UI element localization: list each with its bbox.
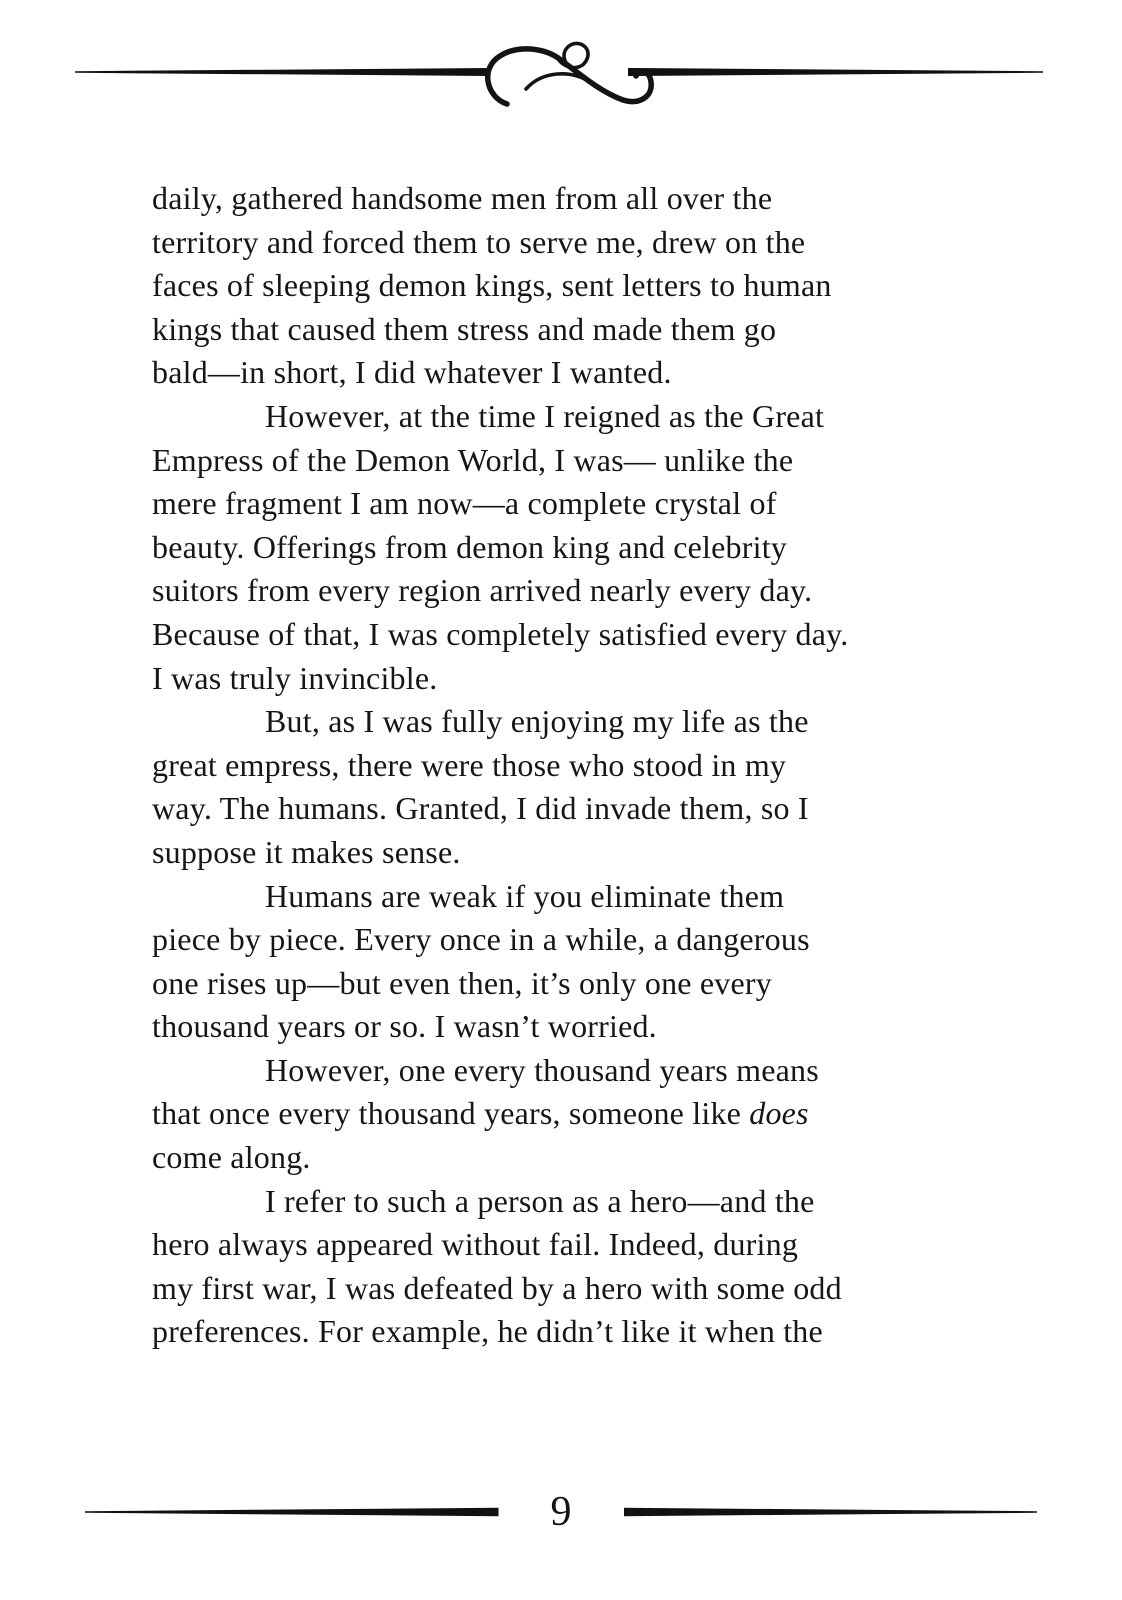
text-line [152, 831, 992, 875]
text-segment: daily, gathered handsome men from all over the [152, 180, 773, 216]
paragraph [152, 395, 992, 700]
text-segment: Because of that, I was completely satisfied every day. [152, 615, 849, 652]
footer-rule-left [85, 1507, 499, 1517]
text-segment: suitors from every region arrived nearly every day. [152, 572, 813, 609]
text-segment: my first war, I was defeated by a hero with some odd [152, 1269, 842, 1306]
text-line [152, 1267, 992, 1311]
text-block [152, 177, 992, 1354]
text-line [152, 962, 992, 1006]
paragraph [152, 875, 992, 1049]
text-segment: Humans are weak if you eliminate them [265, 877, 785, 914]
text-segment: I refer to such a person as a hero—and the [265, 1182, 815, 1219]
text-line [152, 875, 992, 919]
text-segment: great empress, there were those who stood in my [152, 746, 787, 783]
header-rule-left [75, 68, 490, 76]
text-segment: territory and forced them to serve me, drew on the [152, 223, 806, 260]
paragraph [152, 700, 992, 874]
text-segment: bald—in short, I did whatever I wanted. [152, 354, 672, 391]
text-segment: come along. [152, 1139, 311, 1176]
flourish-icon [488, 43, 651, 104]
text-line [152, 1223, 992, 1267]
header-divider [0, 0, 1122, 140]
text-line [152, 700, 992, 744]
text-line [152, 1005, 992, 1049]
paragraph [152, 1180, 992, 1354]
text-segment: thousand years or so. I wasn’t worried. [152, 1008, 657, 1045]
text-line [152, 657, 992, 701]
text-line [152, 1092, 992, 1136]
text-segment: one rises up—but even then, it’s only one every [152, 964, 772, 1001]
text-line [152, 439, 992, 483]
text-line [152, 1310, 992, 1354]
text-segment: that once every thousand years, someone like [152, 1095, 750, 1132]
text-segment: Empress of the Demon World, I was— unlike the [152, 441, 794, 478]
text-line [152, 482, 992, 526]
text-segment: However, at the time I reigned as the Great [265, 397, 825, 434]
text-segment: preferences. For example, he didn’t like it when the [152, 1313, 823, 1350]
text-segment: beauty. Offerings from demon king and celebrity [152, 528, 787, 565]
text-line [152, 395, 992, 439]
text-segment: piece by piece. Every once in a while, a dangerous [152, 921, 810, 958]
text-line [152, 308, 992, 352]
text-segment: kings that caused them stress and made them go [152, 310, 777, 347]
italic-text: does [749, 1095, 809, 1132]
text-segment: I was truly invincible. [152, 659, 438, 696]
page-number: 9 [550, 1489, 572, 1535]
text-line [152, 613, 992, 657]
text-line [152, 744, 992, 788]
text-segment: However, one every thousand years means [265, 1051, 819, 1088]
text-line [152, 526, 992, 570]
footer [85, 1488, 1037, 1536]
text-line [152, 264, 992, 308]
text-line [152, 1049, 992, 1093]
text-line [152, 1180, 992, 1224]
text-line [152, 221, 992, 265]
text-segment: way. The humans. Granted, I did invade them, so I [152, 790, 809, 827]
header-rule-right [628, 68, 1043, 76]
text-line [152, 177, 992, 221]
text-line [152, 351, 992, 395]
footer-rule-right [624, 1507, 1038, 1517]
text-segment: hero always appeared without fail. Indeed, during [152, 1226, 799, 1263]
paragraph [152, 177, 992, 395]
text-segment: faces of sleeping demon kings, sent letters to human [152, 267, 832, 304]
text-segment: But, as I was fully enjoying my life as the [265, 703, 809, 740]
text-line [152, 918, 992, 962]
text-line [152, 787, 992, 831]
text-segment: mere fragment I am now—a complete crystal of [152, 485, 777, 522]
paragraph [152, 1049, 992, 1180]
text-line [152, 569, 992, 613]
text-line [152, 1136, 992, 1180]
text-segment: suppose it makes sense. [152, 833, 461, 870]
